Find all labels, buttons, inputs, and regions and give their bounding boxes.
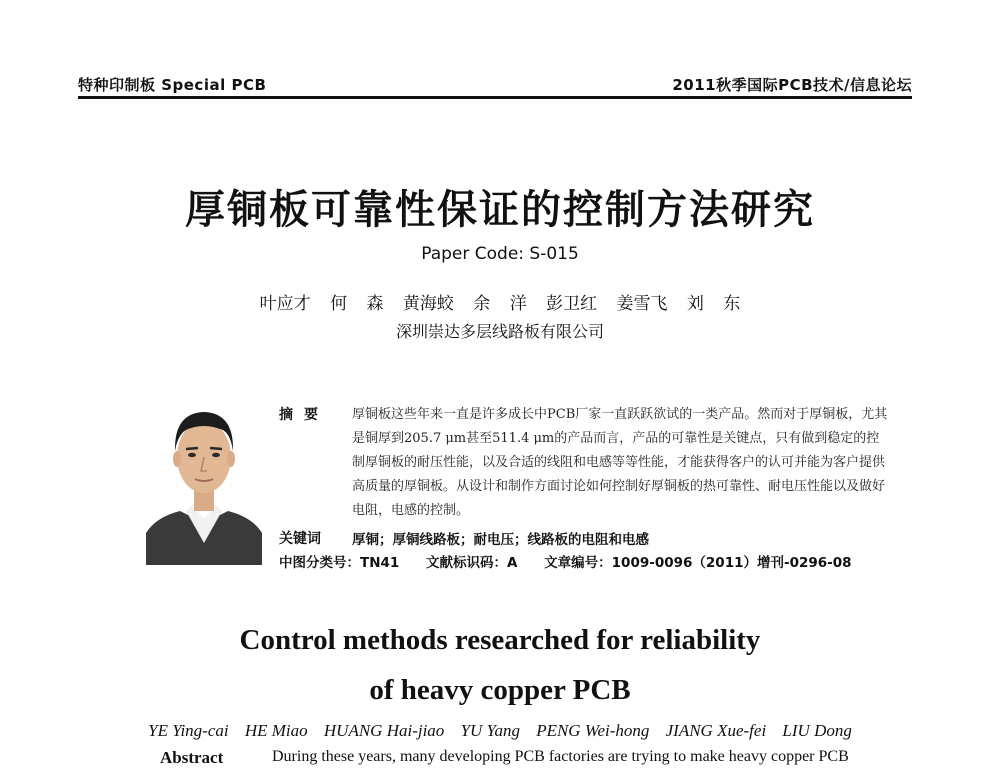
affiliation-cn: 深圳崇达多层线路板有限公司	[395, 322, 604, 341]
author-name: 何 森	[330, 294, 384, 314]
paper-code: Paper Code: S-015	[421, 244, 579, 264]
classification-line	[279, 551, 874, 571]
author-name: 彭卫红	[546, 294, 598, 314]
author-name-en: YE Ying-cai	[148, 721, 229, 740]
author-name-en: HUANG Hai-jiao	[323, 721, 445, 740]
paper-title-en-line1: Control methods researched for reliability	[239, 624, 761, 656]
abstract-label-en: Abstract	[160, 748, 224, 767]
running-header-left: 特种印制板 Special PCB	[78, 76, 267, 94]
header-rule	[78, 96, 912, 99]
author-photo	[146, 393, 262, 565]
author-list-en	[0, 721, 1000, 741]
document-code: 文献标识码：A	[426, 555, 518, 571]
paper-title-cn: 厚铜板可靠性保证的控制方法研究	[185, 187, 815, 233]
author-name-en: PENG Wei-hong	[536, 721, 650, 740]
author-name: 黄海蛟	[402, 294, 454, 314]
keywords-text-cn: 厚铜；厚铜线路板；耐电压；线路板的电阻和电感	[352, 532, 649, 548]
author-name: 余 洋	[473, 294, 527, 314]
abstract-label-cn: 摘要	[279, 407, 329, 423]
clc-number: 中图分类号：TN41	[279, 555, 400, 571]
author-name-en: YU Yang	[460, 721, 520, 740]
author-name: 叶应才	[259, 294, 311, 314]
keywords-label-cn: 关键词	[279, 531, 321, 547]
running-header-right: 2011秋季国际PCB技术/信息论坛	[672, 76, 912, 94]
author-name-en: LIU Dong	[782, 721, 852, 740]
author-name: 刘 东	[686, 294, 741, 314]
author-name: 姜雪飞	[616, 294, 668, 314]
abstract-text-cn: 厚铜板这些年来一直是许多成长中PCB厂家一直跃跃欲试的一类产品。然而对于厚铜板，尤其是铜厚到205.7 μm甚至511.4 μm的产品而言，产品的可靠性是关键点，只有做到稳定的控制厚铜板的耐压性能，以及合适的线阻和电感等等性能，才能获得客户的认可并能为客户提供高质量的厚铜板。从设计和制作方面讨论如何控制好厚铜板的热可靠性、耐电压性能以及做好电阻，电感的控制。	[352, 407, 888, 518]
author-name-en: HE Miao	[244, 721, 308, 740]
author-list-cn	[0, 289, 1000, 314]
paper-title-en-line2: of heavy copper PCB	[369, 674, 631, 706]
article-number: 文章编号：1009-0096（2011）增刊-0296-08	[544, 555, 852, 571]
author-name-en: JIANG Xue-fei	[665, 721, 767, 740]
abstract-text-en: During these years, many developing PCB factories are trying to make heavy copper PCB	[272, 748, 849, 765]
